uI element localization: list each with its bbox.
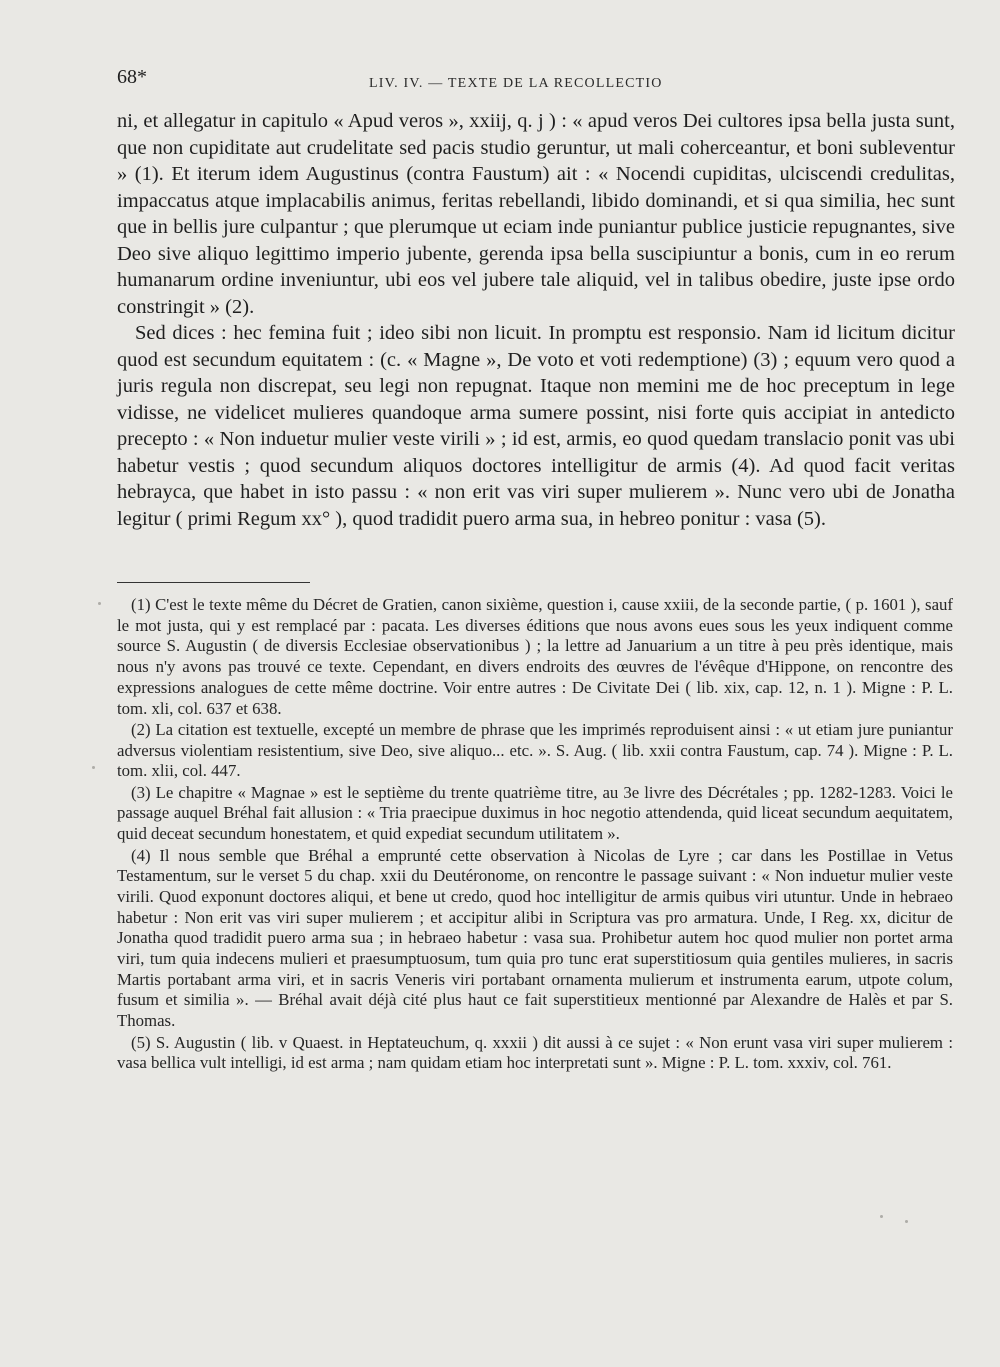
footnote-1: (1) C'est le texte même du Décret de Gratien, canon sixième, question i, cause xxiii, de la seconde partie, ( p. 1601 ), sauf le mot justa, qui y est remplacé par : pacata. Les diverses éditions que nous avons eues sous les yeux indiquent comme source S. Augustin ( de diversis Ecclesiae observationibus ) ; la lettre ad Januarium a un titre à peu près identique, mais nous n'y avons pas trouvé ce texte. Cependant, en divers endroits des œuvres de l'évêque d'Hippone, on rencontre des expressions analogues de cette même doctrine. Voir entre autres : De Civitate Dei ( lib. xix, cap. 12, n. 1 ). Migne : P. L. tom. xli, col. 637 et 638. (117, 595, 953, 718)
main-paragraph-1: ni, et allegatur in capitulo « Apud veros », xxiij, q. j ) : « apud veros Dei cultores ipsa bella justa sunt, que non cupiditate aut crudelitate sed pacis studio geruntur, ut mali coherceantur, et boni subleventur » (1). Et iterum idem Augustinus (contra Faustum) ait : « Nocendi cupiditas, ulciscendi credulitas, impaccatus atque implacabilis animus, feritas rebellandi, libido dominandi, et si qua similia, hec sunt que in bellis jure culpantur ; que plerumque ut eciam inde puniantur publice justicie repugnantes, sive Deo sive aliquo legittimo imperio jubente, gerenda ipsa bella suscipiuntur a bonis, cum in eo rerum humanarum ordine inveniuntur, ubi eos vel jubere tale aliquid, vel in talibus obedire, juste ipse ordo constringit » (2). (117, 110, 955, 318)
footnote-3: (3) Le chapitre « Magnae » est le septième du trente quatrième titre, au 3e livre des Décrétales ; pp. 1282-1283. Voici le passage auquel Bréhal fait allusion : « Tria praecipue duximus in hoc negotio attendenda, quid liceat secundum aequitatem, quid deceat secundum honestatem, et quid expediat secundum utilitatem ». (117, 782, 953, 844)
page-header (117, 66, 837, 96)
footnotes (117, 595, 953, 1074)
paper-speck (880, 1215, 883, 1218)
footnote-4: (4) Il nous semble que Bréhal a emprunté cette observation à Nicolas de Lyre ; car dans les Postillae in Vetus Testamentum, sur le verset 5 du chap. xxii du Deutéronome, on rencontre le passage suivant : « Non induetur mulier veste virili. Quod exponunt doctores aliqui, et bene ut credo, quod hoc intelligitur de armis quibus viri utuntur. Unde in hebraeo habetur : Non erit vas viri super mulierem ; et accipitur alibi in Scriptura vas pro armatura. Unde, I Reg. xx, dicitur de Jonatha quod tradidit puero arma sua ; in hebraeo habetur : vasa sua. Prohibetur autem hoc quod mulier non portet arma viri, tum quia indecens mulieri et praesumptuosum, tum quia pro tunc erat superstitiosum quia gentiles mulieres, in sacris Martis portabant arma viri, et in sacris Veneris viri portabant ornamenta mulierum et instrumenta earum, utpote colum, fusum et similia ». — Bréhal avait déjà cité plus haut ce fait superstitieux mentionné par Alexandre de Halès et par S. Thomas. (117, 845, 953, 1031)
footnote-5: (5) S. Augustin ( lib. v Quaest. in Heptateuchum, q. xxxii ) dit aussi à ce sujet : « Non erunt vasa viri super mulierem : vasa bellica vult intelligi, id est arma ; nam quidam etiam hoc interpretati sunt ». Migne : P. L. tom. xxxiv, col. 761. (117, 1032, 953, 1073)
paper-speck (905, 1220, 908, 1223)
main-text (117, 108, 955, 532)
running-head: LIV. IV. — TEXTE DE LA RECOLLECTIO (369, 76, 663, 91)
paper-speck (98, 602, 101, 605)
footnote-2: (2) La citation est textuelle, excepté un membre de phrase que les imprimés reproduisent ainsi : « ut etiam jure puniantur adversus violentiam resistentium, sive Deo, sive aliquo... etc. ». S. Aug. ( lib. xxii contra Faustum, cap. 74 ). Migne : P. L. tom. xlii, col. 447. (117, 719, 953, 781)
footnote-separator (117, 582, 310, 583)
main-paragraph-2: Sed dices : hec femina fuit ; ideo sibi non licuit. In promptu est responsio. Nam id licitum dicitur quod est secundum equitatem : (c. « Magne », De voto et voti redemptione) (3) ; equum vero quod a juris regula non discrepat, seu legi non repugnat. Itaque non memini me de hoc preceptum in lege vidisse, ne videlicet mulieres quandoque arma sumere possint, nisi forte quis accipiat in antedicto precepto : « Non induetur mulier veste virili » ; id est, armis, eo quod quedam translacio ponit vas ubi habetur vestis ; quod secundum aliquos doctores intelligitur de armis (4). Ad quod facit veritas hebrayca, que habet in isto passu : « non erit vas viri super mulierem ». Nunc vero ubi de Jonatha legitur ( primi Regum xx° ), quod tradidit puero arma sua, in hebreo ponitur : vasa (5). (117, 322, 955, 530)
page-number: 68* (117, 66, 147, 88)
paper-speck (92, 766, 95, 769)
